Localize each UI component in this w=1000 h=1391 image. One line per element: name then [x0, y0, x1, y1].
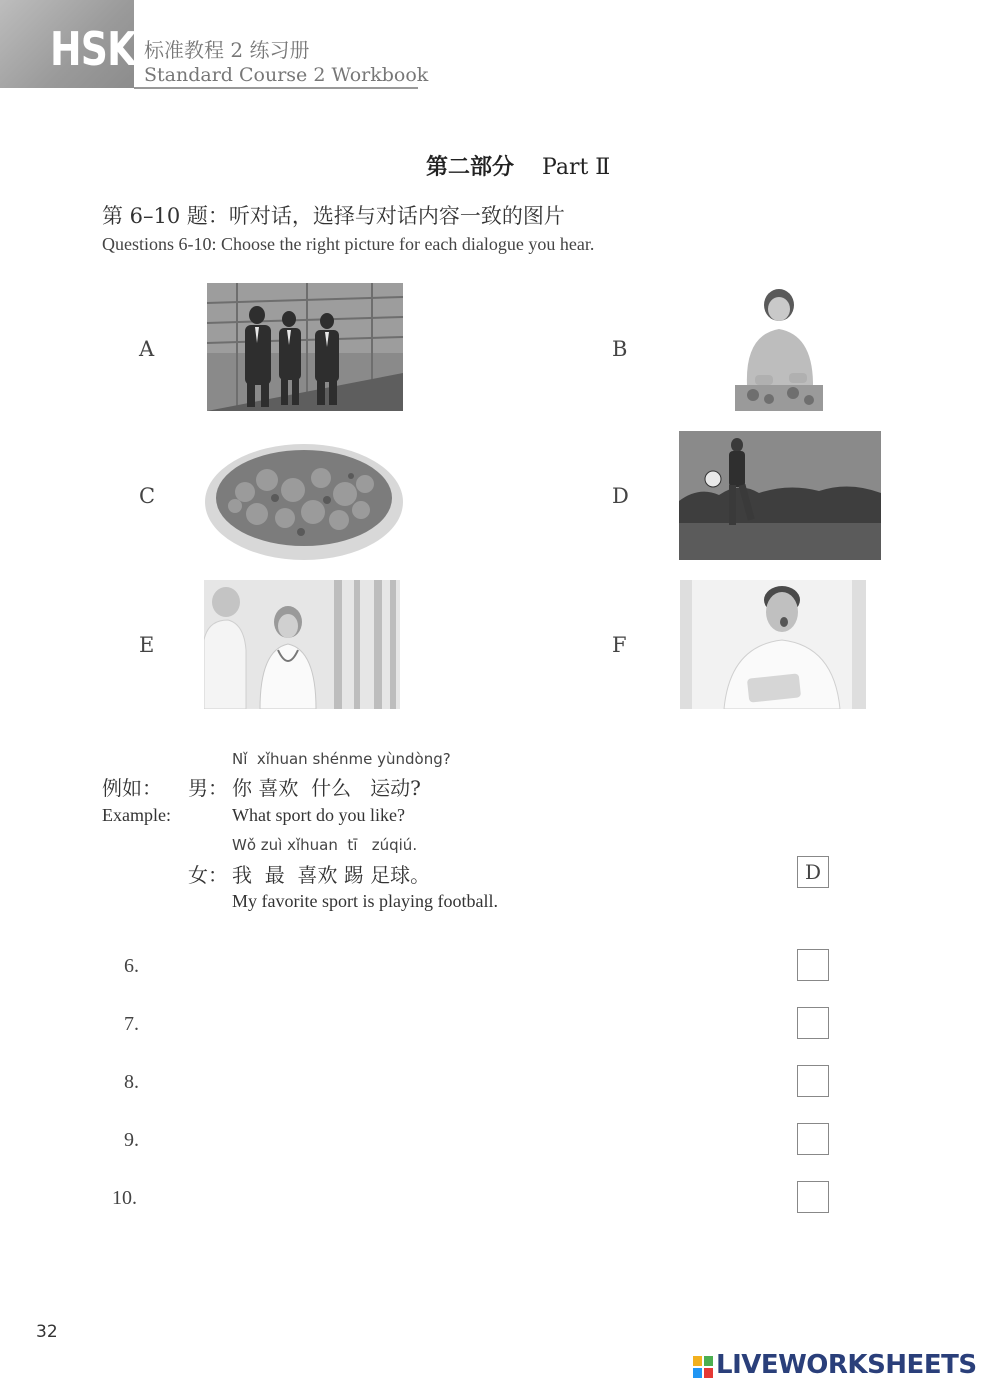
- man-surprised-photo: [680, 580, 866, 709]
- woman-cooking-photo: [733, 285, 825, 411]
- page-number: 32: [36, 1322, 58, 1342]
- question-7-answer-box[interactable]: [797, 1007, 829, 1039]
- question-10-number: 10.: [112, 1187, 137, 1209]
- woman-playing-football-photo: [679, 431, 881, 560]
- business-people-walking-photo: [207, 283, 403, 411]
- instructions-cn: 第 6–10 题：听对话，选择与对话内容一致的图片: [102, 204, 565, 228]
- option-letter-d: D: [612, 484, 629, 508]
- example-female-en: My favorite sport is playing football.: [232, 891, 498, 911]
- example-male-cn: 你 喜欢 什么 运动?: [232, 776, 421, 800]
- example-female-cn: 我 最 喜欢 踢 足球。: [232, 863, 431, 887]
- example-label-en: Example:: [102, 805, 171, 825]
- question-10-answer-box[interactable]: [797, 1181, 829, 1213]
- header-title-en: Standard Course 2 Workbook: [144, 64, 429, 86]
- question-8-number: 8.: [124, 1071, 139, 1093]
- example-male-en: What sport do you like?: [232, 805, 405, 825]
- instructions-en: Questions 6-10: Choose the right picture for each dialogue you hear.: [102, 234, 595, 254]
- option-letter-a: A: [139, 337, 155, 361]
- question-9-answer-box[interactable]: [797, 1123, 829, 1155]
- hsk-logo: HSK: [50, 22, 136, 76]
- question-9-number: 9.: [124, 1129, 139, 1151]
- option-letter-e: E: [139, 633, 155, 657]
- fried-food-dish-photo: [205, 432, 403, 560]
- example-male-pinyin: Nǐ xǐhuan shénme yùndòng?: [232, 750, 451, 768]
- liveworksheets-brand[interactable]: LIVEWORKSHEETS: [716, 1350, 977, 1380]
- question-7-number: 7.: [124, 1013, 139, 1035]
- example-female-pinyin: Wǒ zuì xǐhuan tī zúqiú.: [232, 836, 418, 854]
- header-title-cn: 标准教程 2 练习册: [144, 38, 310, 62]
- example-label-cn: 例如：: [102, 776, 162, 800]
- liveworksheets-logo-icon: [693, 1356, 713, 1378]
- header-divider: [134, 87, 418, 89]
- example-male-speaker: 男：: [188, 776, 228, 800]
- part-title-en: Part Ⅱ: [542, 155, 611, 180]
- question-6-answer-box[interactable]: [797, 949, 829, 981]
- part-title-cn: 第二部分: [426, 154, 515, 180]
- question-8-answer-box[interactable]: [797, 1065, 829, 1097]
- question-6-number: 6.: [124, 955, 139, 977]
- doctors-in-hospital-photo: [204, 580, 400, 709]
- example-answer-box: D: [797, 856, 829, 888]
- part-title: [426, 150, 610, 181]
- option-letter-f: F: [612, 633, 627, 657]
- example-female-speaker: 女：: [188, 863, 228, 887]
- option-letter-b: B: [612, 337, 628, 361]
- option-letter-c: C: [139, 484, 156, 508]
